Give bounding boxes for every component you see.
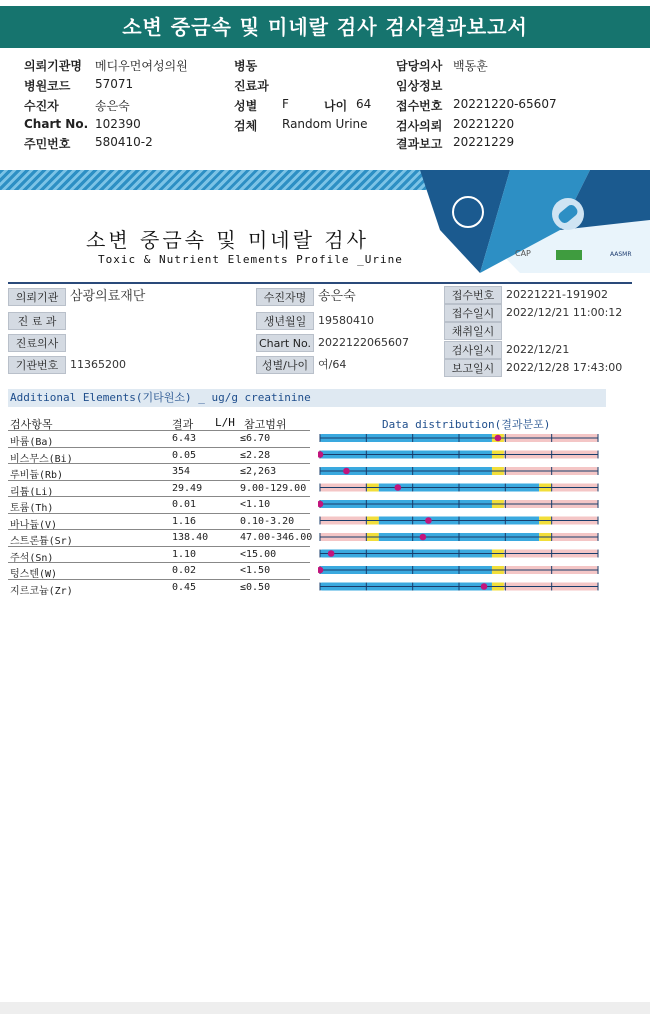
header-label: 검사의뢰 [396,119,443,133]
info-label: 채취일시 [444,322,502,340]
info-label: 수진자명 [256,288,314,306]
info-label: 성별/나이 [256,356,314,374]
table-row [8,447,310,464]
table-row [8,430,310,447]
header-label: 결과보고 [396,137,443,151]
header-value: 20221229 [453,135,515,149]
header-value: 580410-2 [95,135,153,149]
info-label: 진료의사 [8,334,66,352]
header-label: 병원코드 [24,79,71,93]
col-distribution: Data distribution(결과분포) [382,418,551,431]
element-result: 0.05 [172,449,197,461]
result-dot [420,534,427,541]
element-result: 354 [172,466,191,477]
info-label: 생년월일 [256,312,314,330]
distribution-bars [318,430,600,600]
info-value: 2022122065607 [318,336,409,349]
aasmr-logo: AASMR [610,251,632,258]
header-value: 20221220 [453,117,515,131]
element-result: 0.02 [172,565,197,576]
col-result: 결과 [172,418,194,431]
element-name: 토륨(Th) [10,503,54,514]
element-name: 바나듐(V) [10,519,58,531]
table-row [8,480,310,497]
info-label: 접수일시 [444,304,502,322]
element-ref: ≤6.70 [240,433,271,444]
report-subtitle: Toxic & Nutrient Elements Profile _Urine [98,253,403,266]
header-value: 57071 [95,77,134,91]
element-ref: ≤2,263 [240,466,277,477]
age-value: 64 [356,97,372,111]
info-value: 11365200 [70,358,126,371]
info-label: 진 료 과 [8,312,66,330]
table-row [8,513,310,530]
table-row [8,463,310,480]
table-row [8,546,310,563]
element-result: 6.43 [172,433,197,444]
element-result: 29.49 [172,482,203,494]
header-label: 의뢰기관명 [24,59,82,73]
element-result: 138.40 [172,532,209,543]
info-value: 여/64 [318,358,347,371]
header-label: 병동 [234,59,258,73]
cap-logo: CAP [515,249,531,258]
info-value: 2022/12/28 17:43:00 [506,361,623,374]
header-value: 메디우먼여성의원 [95,59,188,73]
result-dot [481,583,488,590]
header-label: 접수번호 [396,99,443,113]
element-ref: 47.00-346.00 [240,532,313,543]
col-lh: L/H [215,416,235,429]
result-dot [495,435,502,442]
info-label: 검사일시 [444,341,502,359]
gcm-logo [556,250,582,260]
header-label: 성별 [234,99,258,113]
info-value: 송은숙 [318,289,356,304]
header-label: 담당의사 [396,59,443,73]
header-label: 수진자 [24,99,59,113]
info-value: 20221221-191902 [506,288,608,301]
header-value: 백동훈 [453,59,488,73]
element-ref: <1.50 [240,565,271,576]
element-ref: <1.10 [240,499,271,510]
header-label: 검체 [234,119,258,133]
element-ref: 0.10-3.20 [240,515,295,527]
age-label: 나이 [324,99,348,113]
header-value: 송은숙 [95,99,130,113]
element-result: 0.01 [172,499,197,510]
header-value: F [282,97,289,111]
info-label: 보고일시 [444,359,502,377]
patient-info-table [8,282,632,378]
element-result: 1.16 [172,515,197,527]
info-label: 의뢰기관 [8,288,66,306]
report-heading: 소변 중금속 및 미네랄 검사 [86,228,369,252]
header-label: Chart No. [24,117,89,131]
info-label: 기관번호 [8,356,66,374]
element-result: 1.10 [172,548,197,560]
element-ref: ≤2.28 [240,449,271,461]
result-dot [425,517,432,524]
element-name: 루비듐(Rb) [10,470,64,481]
header-value: 20221220-65607 [453,97,557,111]
element-name: 리튬(Li) [10,486,54,498]
element-ref: 9.00-129.00 [240,482,307,494]
element-name: 주석(Sn) [10,552,54,564]
report-title-bar: 소변 중금속 및 미네랄 검사 검사결과보고서 [0,6,650,48]
element-name: 바륨(Ba) [10,437,54,448]
result-dot [328,550,335,557]
element-ref: <15.00 [240,548,277,560]
page-footer [0,1002,650,1014]
info-value: 2022/12/21 [506,343,570,356]
table-row [8,496,310,513]
element-name: 텅스텐(W) [10,569,58,580]
info-label: 접수번호 [444,286,502,304]
element-name: 비스무스(Bi) [10,453,73,465]
info-label: Chart No. [256,334,314,352]
col-ref: 참고범위 [244,418,287,431]
info-value: 삼광의료재단 [70,289,146,304]
element-name: 지르코늄(Zr) [10,585,73,597]
header-value: 102390 [95,117,141,131]
info-value: 19580410 [318,314,374,327]
element-ref: ≤0.50 [240,581,271,593]
result-dot [343,468,350,475]
section-title: Additional Elements(기타원소) _ ug/g creatinine [8,389,606,407]
header-label: 주민번호 [24,137,71,151]
header-label: 임상정보 [396,79,443,93]
info-value: 2022/12/21 11:00:12 [506,306,623,319]
col-item: 검사항목 [10,418,53,431]
header-value: Random Urine [282,117,368,131]
table-row [8,562,310,579]
element-name: 스트론튬(Sr) [10,536,73,547]
table-row [8,529,313,547]
element-result: 0.45 [172,581,197,593]
header-graphic [420,170,650,273]
result-dot [395,484,402,491]
table-row [8,579,310,596]
header-label: 진료과 [234,79,269,93]
